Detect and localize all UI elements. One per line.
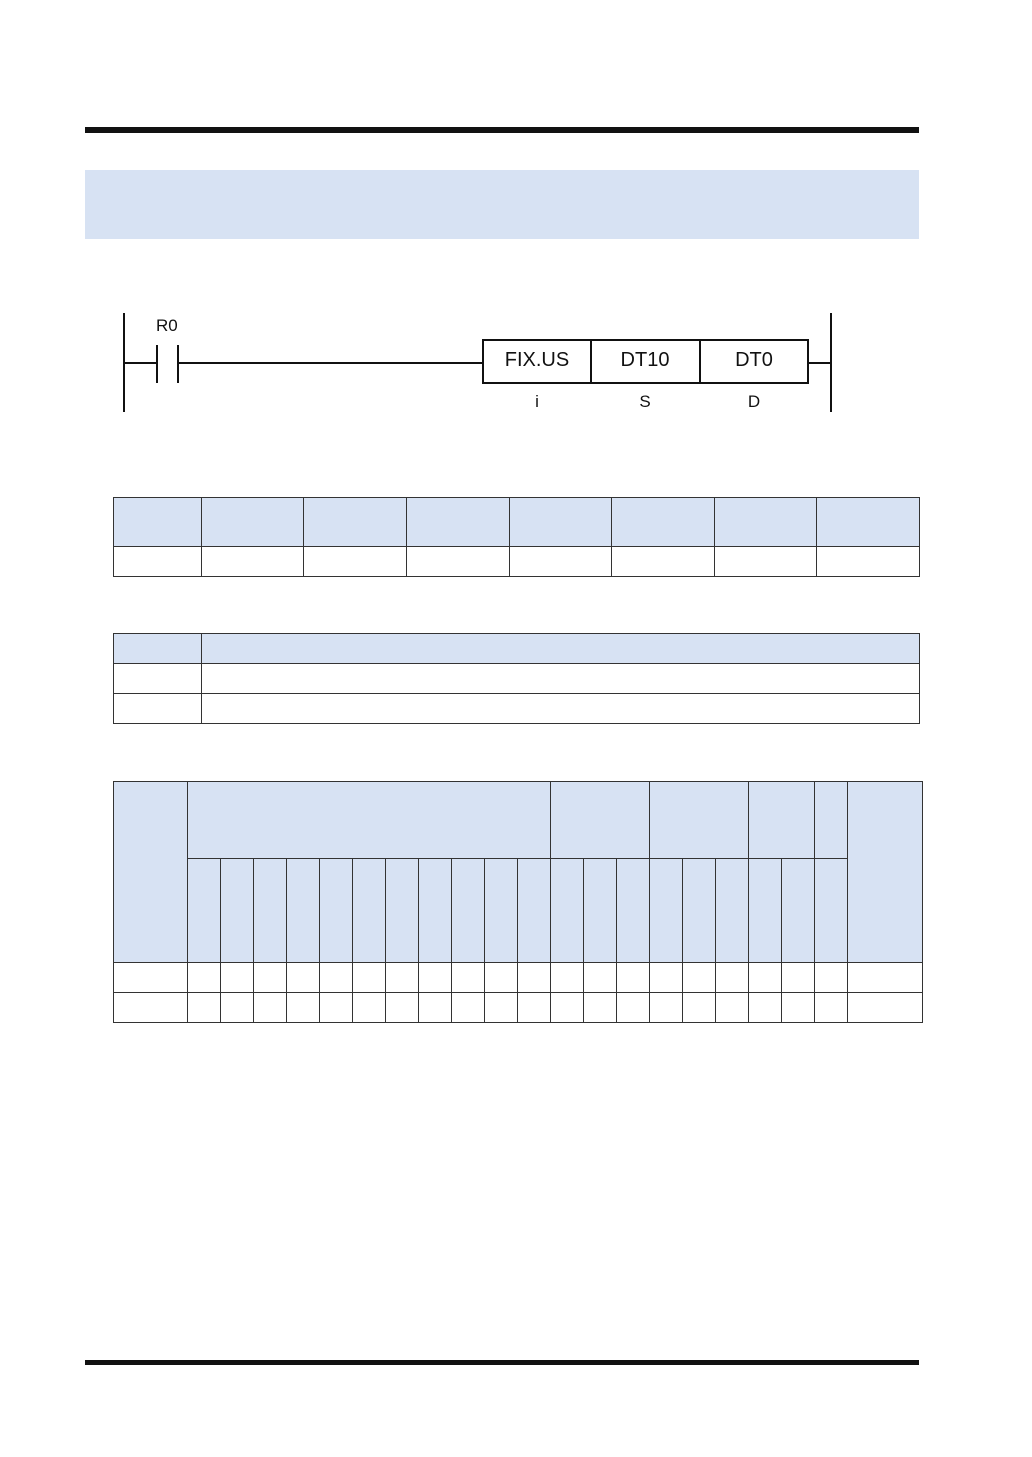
operand-table: [113, 633, 920, 724]
instruction-name: FIX.US: [504, 349, 570, 371]
table-row: [114, 963, 923, 993]
top-rule: [85, 127, 919, 133]
operand-label-i: i: [535, 392, 539, 411]
table-subheader-row: [114, 859, 923, 963]
bottom-rule: [85, 1360, 919, 1365]
source-operand: DT10: [620, 349, 670, 371]
table-header-row: [114, 782, 923, 859]
operand-label-s: S: [639, 392, 651, 411]
table-row: [114, 993, 923, 1023]
table-header-row: [114, 498, 920, 547]
section-title-band: [85, 170, 919, 239]
table-row: [114, 547, 920, 577]
contact-label: R0: [156, 316, 178, 335]
table-row: [114, 664, 920, 694]
table-row: [114, 694, 920, 724]
ladder-diagram: [110, 305, 850, 420]
device-table: [113, 781, 923, 1023]
operand-label-d: D: [747, 392, 761, 411]
destination-operand: DT0: [735, 349, 773, 371]
availability-table: [113, 497, 920, 577]
table-header-row: [114, 634, 920, 664]
